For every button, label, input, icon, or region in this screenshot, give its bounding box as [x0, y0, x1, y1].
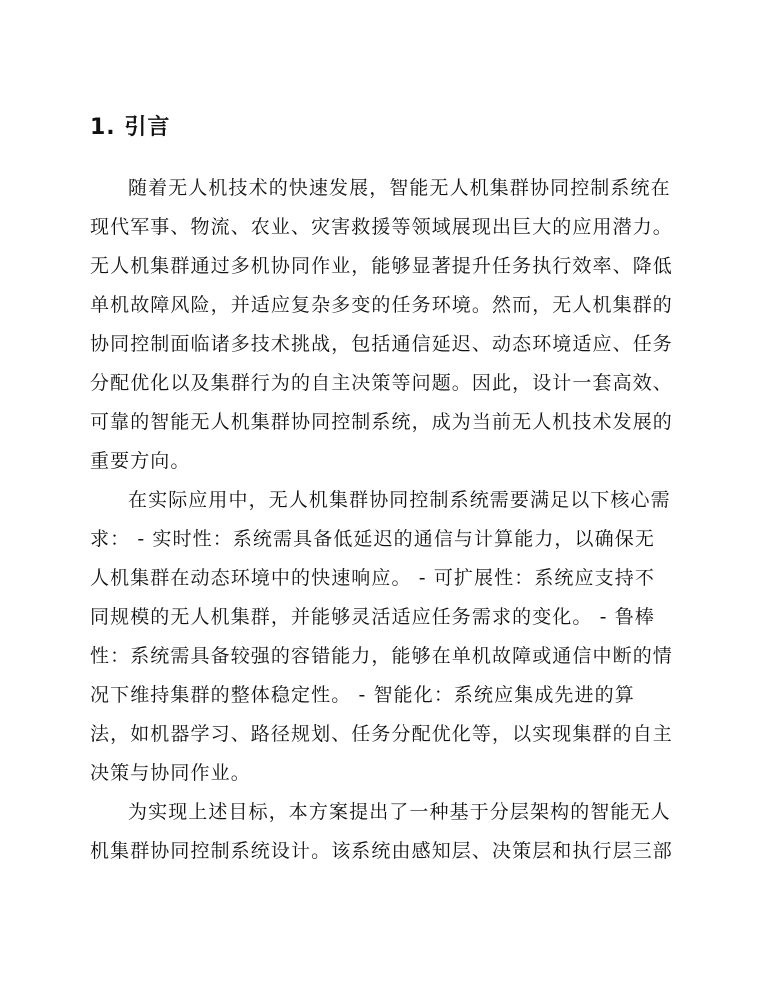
- paragraph-1-line-4: 单机故障风险，并适应复杂多变的任务环境。然而，无人机集群的: [90, 294, 673, 316]
- paragraph-2-line-6: 况下维持集群的整体稳定性。 - 智能化：系统应集成先进的算: [90, 684, 635, 706]
- paragraph-2-line-8: 决策与协同作业。: [90, 762, 251, 784]
- paragraph-1-line-6: 分配优化以及集群行为的自主决策等问题。因此，设计一套高效、: [90, 372, 673, 394]
- section-title: 引言: [124, 115, 171, 140]
- paragraph-1-line-1: 随着无人机技术的快速发展，智能无人机集群协同控制系统在: [128, 177, 671, 199]
- paragraph-2-line-3: 人机集群在动态环境中的快速响应。 - 可扩展性：系统应支持不: [90, 567, 655, 589]
- paragraph-2-line-7: 法，如机器学习、路径规划、任务分配优化等，以实现集群的自主: [90, 723, 673, 745]
- section-number: 1.: [90, 115, 116, 140]
- paragraph-3-line-1: 为实现上述目标，本方案提出了一种基于分层架构的智能无人: [128, 801, 671, 823]
- paragraph-2-line-2: 求： - 实时性：系统需具备低延迟的通信与计算能力，以确保无: [90, 528, 655, 550]
- section-heading: [90, 112, 170, 144]
- paragraph-2-line-5: 性：系统需具备较强的容错能力，能够在单机故障或通信中断的情: [90, 645, 673, 667]
- paragraph-2-line-1: 在实际应用中，无人机集群协同控制系统需要满足以下核心需: [128, 489, 671, 511]
- paragraph-1-line-8: 重要方向。: [90, 450, 191, 472]
- paragraph-1-line-2: 现代军事、物流、农业、灾害救援等领域展现出巨大的应用潜力。: [90, 216, 673, 238]
- paragraph-1-line-3: 无人机集群通过多机协同作业，能够显著提升任务执行效率、降低: [90, 255, 673, 277]
- paragraph-1-line-5: 协同控制面临诸多技术挑战，包括通信延迟、动态环境适应、任务: [90, 333, 673, 355]
- paragraph-1-line-7: 可靠的智能无人机集群协同控制系统，成为当前无人机技术发展的: [90, 411, 673, 433]
- paragraph-3-line-2: 机集群协同控制系统设计。该系统由感知层、决策层和执行层三部: [90, 840, 673, 862]
- paragraph-2-line-4: 同规模的无人机集群，并能够灵活适应任务需求的变化。 - 鲁棒: [90, 606, 655, 628]
